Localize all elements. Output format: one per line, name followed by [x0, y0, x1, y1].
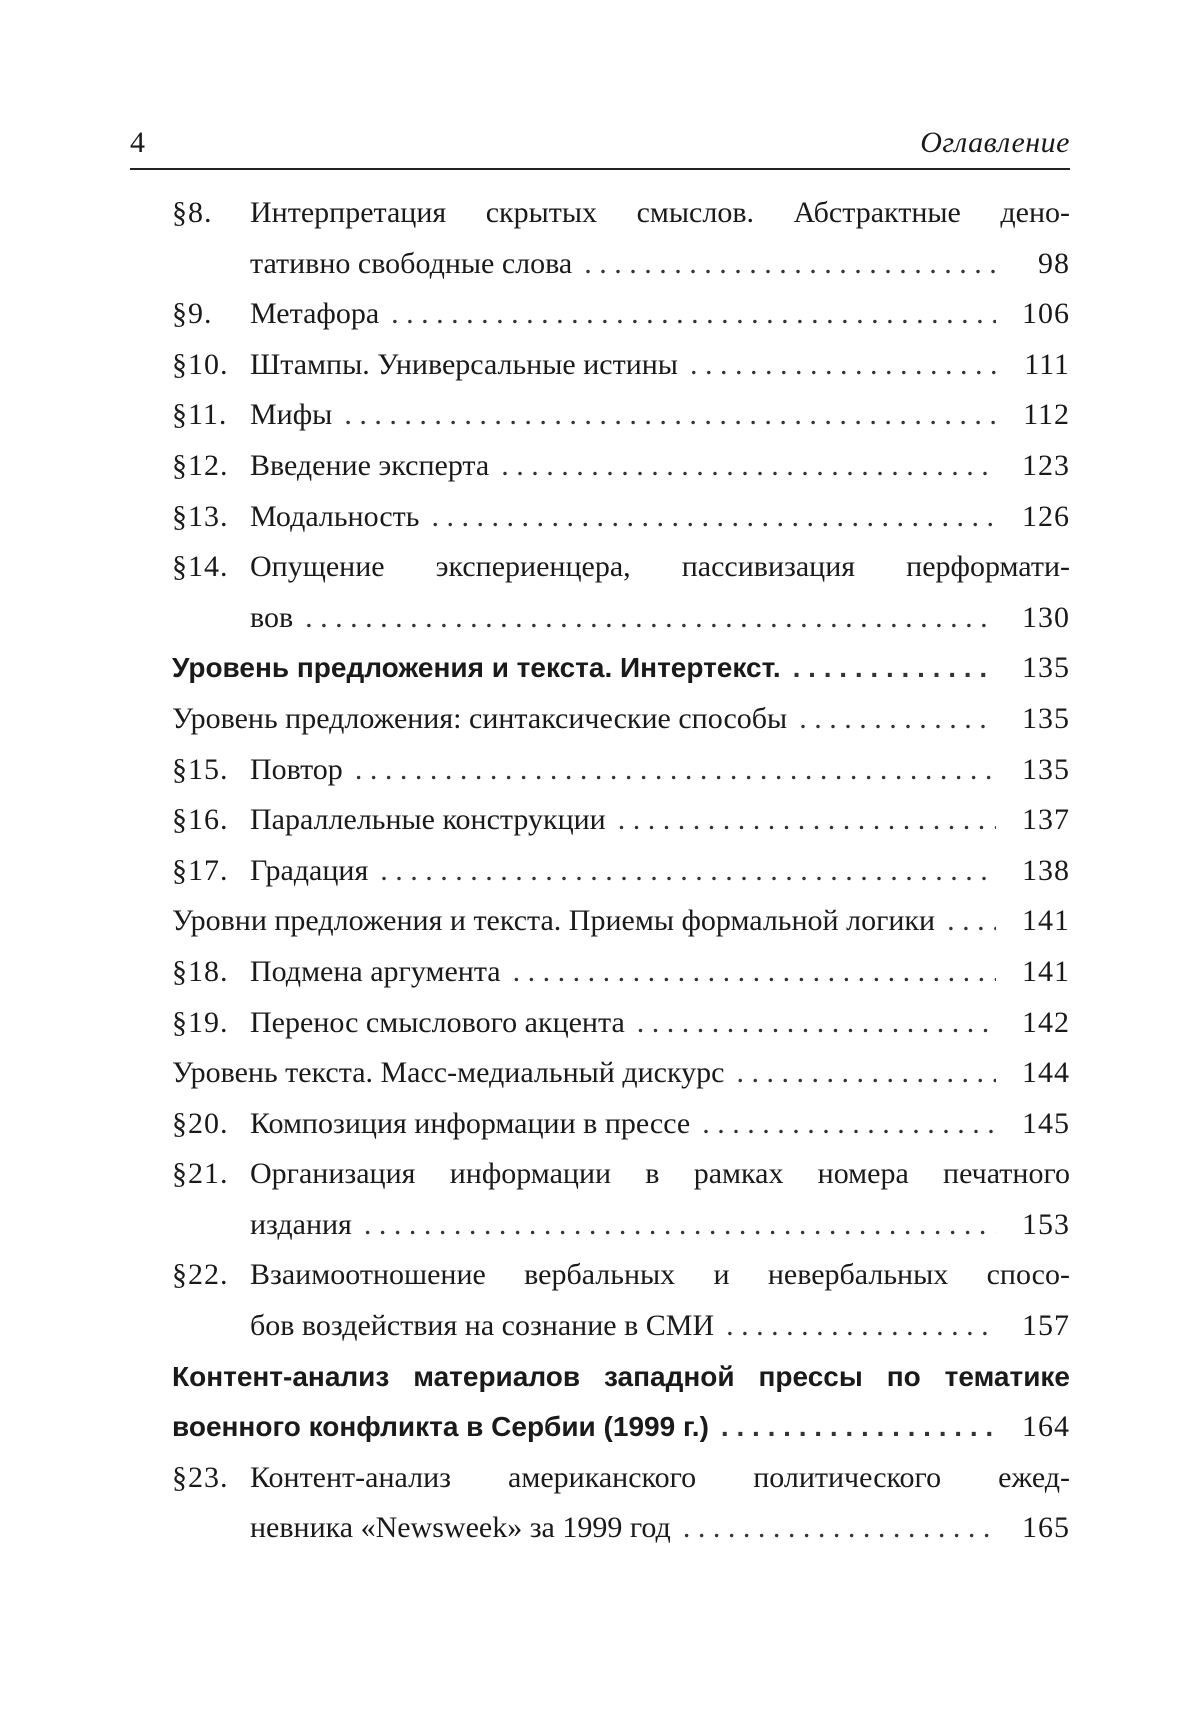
entry-title-line: Контент-анализ материалов западной прессы по тематике — [172, 1360, 1070, 1392]
entry-title-line: Уровень предложения: синтаксические способы — [172, 701, 788, 735]
toc-line — [172, 1352, 1070, 1403]
section-number: §18. — [172, 954, 229, 988]
dot-leader — [380, 846, 996, 897]
entry-title-line: Модальность — [250, 499, 420, 533]
toc-line — [172, 1149, 1070, 1200]
page-reference: 141 — [1022, 904, 1070, 938]
toc-section-entry — [172, 542, 1070, 643]
toc-part-entry — [172, 1352, 1070, 1453]
page-reference: 138 — [1022, 853, 1070, 887]
dot-leader — [501, 441, 996, 492]
toc-part-entry — [172, 643, 1070, 694]
page-reference: 153 — [1022, 1207, 1070, 1241]
dot-leader — [355, 745, 996, 796]
toc-line — [172, 1503, 1070, 1554]
dot-leader — [305, 593, 996, 644]
page-reference: 126 — [1022, 499, 1070, 533]
entry-title-line: Повтор — [250, 752, 343, 786]
section-number: §23. — [172, 1460, 229, 1494]
toc-section-entry — [172, 846, 1070, 897]
entry-title-line: военного конфликта в Сербии (1999 г.) — [172, 1411, 709, 1443]
entry-title-line: тативно свободные слова — [250, 246, 573, 280]
section-number: §13. — [172, 499, 229, 533]
section-number: §11. — [172, 398, 228, 432]
entry-title-line: Уровни предложения и текста. Приемы формальной логики — [172, 904, 936, 938]
toc-section-entry — [172, 745, 1070, 796]
section-number: §22. — [172, 1258, 229, 1292]
toc-line — [172, 896, 1070, 947]
page-reference: 123 — [1022, 448, 1070, 482]
section-number: §10. — [172, 347, 229, 381]
toc-line — [172, 492, 1070, 543]
toc-section-entry — [172, 289, 1070, 340]
toc-section-entry — [172, 390, 1070, 441]
toc-section-entry — [172, 1099, 1070, 1150]
entry-title-line: Мифы — [250, 398, 333, 432]
entry-title-line: Уровень предложения и текста. Интертекст. — [172, 652, 781, 684]
toc-section-entry — [172, 1149, 1070, 1250]
page-reference: 135 — [1022, 752, 1070, 786]
toc-line — [172, 998, 1070, 1049]
section-number: §20. — [172, 1106, 229, 1140]
dot-leader — [364, 1200, 996, 1251]
page-reference: 135 — [1022, 651, 1070, 685]
section-number: §15. — [172, 752, 229, 786]
page-reference: 165 — [1022, 1511, 1070, 1545]
toc-line — [172, 1099, 1070, 1150]
entry-title-line: Метафора — [250, 297, 380, 331]
toc-line — [172, 1250, 1070, 1301]
dot-leader — [344, 390, 996, 441]
toc-line — [172, 1453, 1070, 1504]
section-number: §8. — [172, 196, 213, 229]
dot-leader — [584, 239, 996, 290]
page-reference: 141 — [1022, 954, 1070, 988]
dot-leader — [702, 1099, 996, 1150]
entry-title-line: невника «Newsweek» за 1999 год — [250, 1511, 671, 1545]
running-title: Оглавление — [920, 126, 1070, 159]
page-number: 4 — [130, 126, 145, 159]
toc-section-entry — [172, 188, 1070, 289]
entry-title-line: Взаимоотношение вербальных и невербальных спосо- — [250, 1258, 1070, 1292]
entry-title-line: Подмена аргумента — [250, 954, 501, 988]
entry-title-line: Опущение экспериенцера, пассивизация перформати- — [250, 550, 1070, 584]
section-number: §19. — [172, 1005, 229, 1039]
toc-line — [172, 542, 1070, 593]
section-number: §12. — [172, 448, 229, 482]
toc-section-entry — [172, 1250, 1070, 1351]
toc-line — [172, 745, 1070, 796]
section-number: §14. — [172, 550, 229, 584]
dot-leader — [721, 1402, 996, 1453]
entry-title-line: вов — [250, 600, 294, 634]
entry-title-line: Композиция информации в прессе — [250, 1106, 691, 1140]
toc-section-entry — [172, 947, 1070, 998]
toc-line — [172, 1200, 1070, 1251]
toc-chapter-entry — [172, 896, 1070, 947]
page-reference: 98 — [1038, 246, 1070, 280]
dot-leader — [431, 492, 996, 543]
dot-leader — [736, 1048, 996, 1099]
entry-title-line: Организация информации в рамках номера печатного — [250, 1157, 1070, 1191]
toc-line — [172, 593, 1070, 644]
entry-title-line: Интерпретация скрытых смыслов. Абстрактные дено- — [250, 196, 1070, 229]
entry-title-line: Градация — [250, 853, 369, 887]
section-number: §9. — [172, 297, 213, 331]
toc-section-entry — [172, 998, 1070, 1049]
page-reference: 106 — [1022, 297, 1070, 331]
table-of-contents — [172, 188, 1070, 1554]
toc-section-entry — [172, 795, 1070, 846]
page-reference: 142 — [1022, 1005, 1070, 1039]
dot-leader — [799, 694, 996, 745]
entry-title-line: Штампы. Универсальные истины — [250, 347, 678, 381]
toc-line — [172, 390, 1070, 441]
dot-leader — [637, 998, 996, 1049]
page-reference: 112 — [1023, 398, 1070, 432]
page-reference: 130 — [1022, 600, 1070, 634]
entry-title-line: бов воздействия на сознание в СМИ — [250, 1309, 715, 1343]
toc-line — [172, 239, 1070, 290]
toc-line — [172, 441, 1070, 492]
dot-leader — [793, 643, 996, 694]
dot-leader — [391, 289, 996, 340]
section-number: §21. — [172, 1157, 229, 1191]
toc-line — [172, 188, 1070, 239]
dot-leader — [618, 795, 996, 846]
entry-title-line: Уровень текста. Масс-медиальный дискурс — [172, 1056, 725, 1090]
toc-section-entry — [172, 492, 1070, 543]
toc-line — [172, 289, 1070, 340]
toc-line — [172, 1048, 1070, 1099]
toc-line — [172, 643, 1070, 694]
page-reference: 164 — [1022, 1410, 1070, 1444]
dot-leader — [690, 340, 996, 391]
toc-line — [172, 846, 1070, 897]
entry-title-line: Введение эксперта — [250, 448, 490, 482]
page-reference: 145 — [1022, 1106, 1070, 1140]
toc-section-entry — [172, 441, 1070, 492]
entry-title-line: Контент-анализ американского политического ежед- — [250, 1460, 1070, 1494]
dot-leader — [513, 947, 996, 998]
section-number: §17. — [172, 853, 229, 887]
toc-chapter-entry — [172, 1048, 1070, 1099]
toc-line — [172, 694, 1070, 745]
toc-chapter-entry — [172, 694, 1070, 745]
entry-title-line: Параллельные конструкции — [250, 803, 606, 837]
toc-line — [172, 947, 1070, 998]
page-reference: 137 — [1022, 803, 1070, 837]
toc-section-entry — [172, 1453, 1070, 1554]
toc-section-entry — [172, 340, 1070, 391]
page-reference: 157 — [1022, 1309, 1070, 1343]
entry-title-line: издания — [250, 1207, 352, 1241]
page-reference: 135 — [1022, 701, 1070, 735]
entry-title-line: Перенос смыслового акцента — [250, 1005, 625, 1039]
toc-line — [172, 1402, 1070, 1453]
toc-line — [172, 340, 1070, 391]
dot-leader — [683, 1503, 996, 1554]
toc-line — [172, 795, 1070, 846]
section-number: §16. — [172, 803, 229, 837]
running-header — [130, 118, 1070, 170]
page-reference: 144 — [1022, 1056, 1070, 1090]
toc-line — [172, 1301, 1070, 1352]
dot-leader — [947, 896, 996, 947]
page-reference: 111 — [1024, 347, 1070, 381]
dot-leader — [726, 1301, 996, 1352]
